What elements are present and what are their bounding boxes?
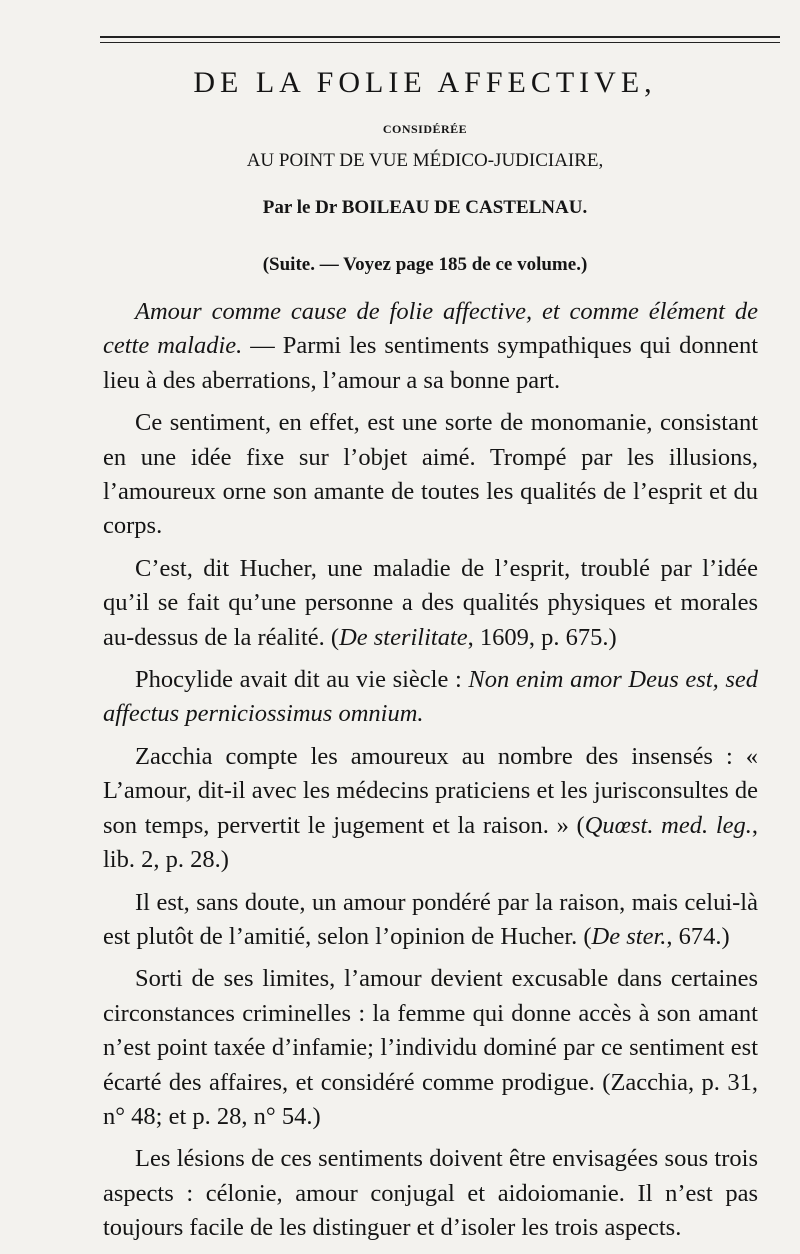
continuation-note: (Suite. — Voyez page 185 de ce volume.) bbox=[262, 254, 588, 275]
article-body bbox=[103, 295, 758, 1254]
article-title: DE LA FOLIE AFFECTIVE, bbox=[193, 66, 657, 99]
paragraph-1: Amour comme cause de folie affective, et comme élément de cette maladie. — Parmi les sentiments sympathiques qui donnent lieu à des aberrations, l’amour a sa bonne part. bbox=[103, 298, 759, 394]
header-rule-thin bbox=[100, 42, 780, 43]
author-line: Par le Dr BOILEAU DE CASTELNAU. bbox=[262, 197, 588, 218]
subtitle-considered: CONSIDÉRÉE bbox=[382, 122, 468, 136]
paragraph-3: C’est, dit Hucher, une maladie de l’esprit, troublé par l’idée qu’il se fait qu’une personne a des qualités physiques et morales au-dessus de la réalité. (De sterilitate, 1609, p. 675.) bbox=[103, 554, 758, 651]
paragraph-2: Ce sentiment, en effet, est une sorte de monomanie, consistant en une idée fixe sur l’objet aimé. Trompé par les illusions, l’amoureux orne son amante de toutes les qualités de l’esprit et du corps. bbox=[103, 409, 758, 540]
paragraph-8: Les lésions de ces sentiments doivent être envisagées sous trois aspects : célonie, amour conjugal et aidoiomanie. Il n’est pas toujours facile de les distinguer et d’isoler les trois aspects. bbox=[103, 1145, 758, 1242]
paragraph-5: Zacchia compte les amoureux au nombre des insensés : « L’amour, dit-il avec les médecins praticiens et les jurisconsultes de son temps, pervertit le jugement et la raison. » (Quœst. med. leg., lib. 2, p. 28.) bbox=[103, 742, 759, 874]
paragraph-7: Sorti de ses limites, l’amour devient excusable dans certaines circonstances criminelles : la femme qui donne accès à son amant n’est point taxée d’infamie; l’individu dominé par ce sentiment est écarté des affaires, et considéré comme prodigue. (Zacchia, p. 31, n° 48; et p. 28, n° 54.) bbox=[103, 965, 758, 1130]
header-rule bbox=[100, 36, 780, 38]
paragraph-4: Phocylide avait dit au vie siècle : Non enim amor Deus est, sed affectus perniciossimus omnium. bbox=[103, 666, 758, 728]
paragraph-1-heading: Amour comme cause de folie affective, et comme élément de cette maladie. bbox=[103, 298, 758, 360]
paragraph-6: Il est, sans doute, un amour pondéré par la raison, mais celui-là est plutôt de l’amitié, selon l’opinion de Hucher. (De ster., 674.) bbox=[103, 888, 758, 950]
subtitle-point-of-view: AU POINT DE VUE MÉDICO-JUDICIAIRE, bbox=[246, 150, 604, 171]
